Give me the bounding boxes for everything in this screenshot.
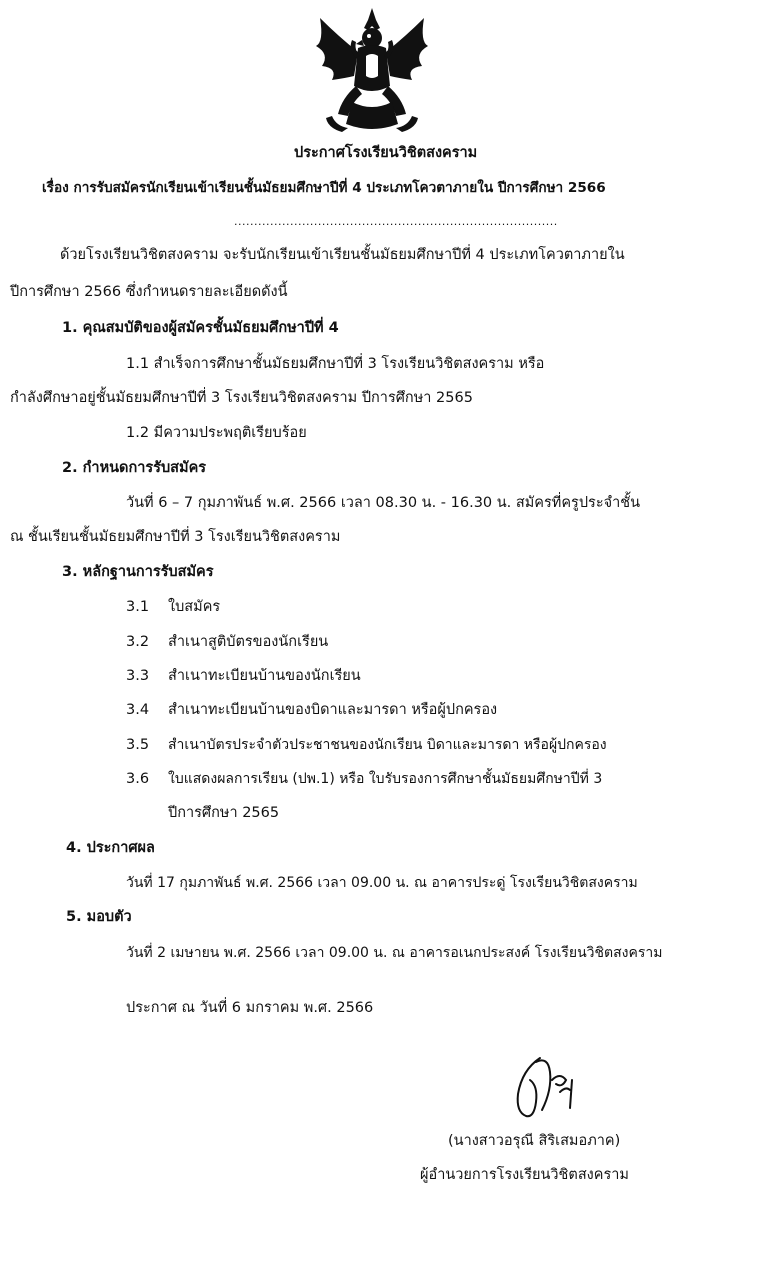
garuda-emblem-icon: [312, 6, 432, 134]
intro-line-2: ปีการศึกษา 2566 ซึ่งกำหนดรายละเอียดดังนี้: [10, 284, 288, 300]
section-1-item-1-line-1: 1.1 สำเร็จการศึกษาชั้นมัธยมศึกษาปีที่ 3 โรงเรียนวิชิตสงคราม หรือ: [126, 356, 545, 372]
intro-line-1: ด้วยโรงเรียนวิชิตสงคราม จะรับนักเรียนเข้าเรียนชั้นมัธยมศึกษาปีที่ 4 ประเภทโควตาภายใน: [60, 247, 625, 263]
section-3-item-text: ใบสมัคร: [168, 599, 221, 615]
section-3-item-text: ใบแสดงผลการเรียน (ปพ.1) หรือ ใบรับรองการศึกษาชั้นมัธยมศึกษาปีที่ 3: [168, 771, 603, 787]
separator-dots: .................................................................................: [234, 215, 558, 228]
section-1-item-2: 1.2 มีความประพฤติเรียบร้อย: [126, 425, 307, 441]
signatory-name: (นางสาวอรุณี สิริเสมอภาค): [448, 1133, 621, 1149]
section-3-item-num: 3.5: [126, 737, 150, 753]
section-3-item-6-continuation: ปีการศึกษา 2565: [168, 805, 280, 821]
section-5-line-1: วันที่ 2 เมษายน พ.ศ. 2566 เวลา 09.00 น. ณ อาคารอเนกประสงค์ โรงเรียนวิชิตสงคราม: [126, 945, 663, 961]
section-3-item-num: 3.1: [126, 599, 150, 615]
handwritten-signature-icon: [500, 1050, 590, 1130]
announcement-subject: เรื่อง การรับสมัครนักเรียนเข้าเรียนชั้นมัธยมศึกษาปีที่ 4 ประเภทโควตาภายใน ปีการศึกษา 2566: [42, 180, 606, 196]
section-5-heading: 5. มอบตัว: [66, 909, 132, 925]
signatory-position: ผู้อำนวยการโรงเรียนวิชิตสงคราม: [420, 1167, 629, 1183]
section-1-item-1-line-2: กำลังศึกษาอยู่ชั้นมัธยมศึกษาปีที่ 3 โรงเรียนวิชิตสงคราม ปีการศึกษา 2565: [10, 390, 473, 406]
section-3-heading: 3. หลักฐานการรับสมัคร: [62, 564, 214, 580]
section-3-item-text: สำเนาทะเบียนบ้านของบิดาและมารดา หรือผู้ปกครอง: [168, 702, 498, 718]
section-4-heading: 4. ประกาศผล: [66, 840, 155, 856]
section-3-item-num: 3.3: [126, 668, 150, 684]
section-1-heading: 1. คุณสมบัติของผู้สมัครชั้นมัธยมศึกษาปีที่ 4: [62, 320, 339, 336]
section-2-line-1: วันที่ 6 – 7 กุมภาพันธ์ พ.ศ. 2566 เวลา 08.30 น. - 16.30 น. สมัครที่ครูประจำชั้น: [126, 495, 641, 511]
announcement-title: ประกาศโรงเรียนวิชิตสงคราม: [294, 145, 478, 161]
announcement-date: ประกาศ ณ วันที่ 6 มกราคม พ.ศ. 2566: [126, 1000, 374, 1016]
section-2-heading: 2. กำหนดการรับสมัคร: [62, 460, 207, 476]
section-4-line-1: วันที่ 17 กุมภาพันธ์ พ.ศ. 2566 เวลา 09.00 น. ณ อาคารประดู่ โรงเรียนวิชิตสงคราม: [126, 875, 638, 891]
section-2-line-2: ณ ชั้นเรียนชั้นมัธยมศึกษาปีที่ 3 โรงเรียนวิชิตสงคราม: [10, 529, 341, 545]
section-3-item-num: 3.2: [126, 634, 150, 650]
section-3-item-num: 3.4: [126, 702, 150, 718]
section-3-item-text: สำเนาบัตรประจำตัวประชาชนของนักเรียน บิดาและมารดา หรือผู้ปกครอง: [168, 737, 607, 753]
section-3-item-num: 3.6: [126, 771, 150, 787]
section-3-item-text: สำเนาทะเบียนบ้านของนักเรียน: [168, 668, 361, 684]
section-3-item-text: สำเนาสูติบัตรของนักเรียน: [168, 634, 329, 650]
